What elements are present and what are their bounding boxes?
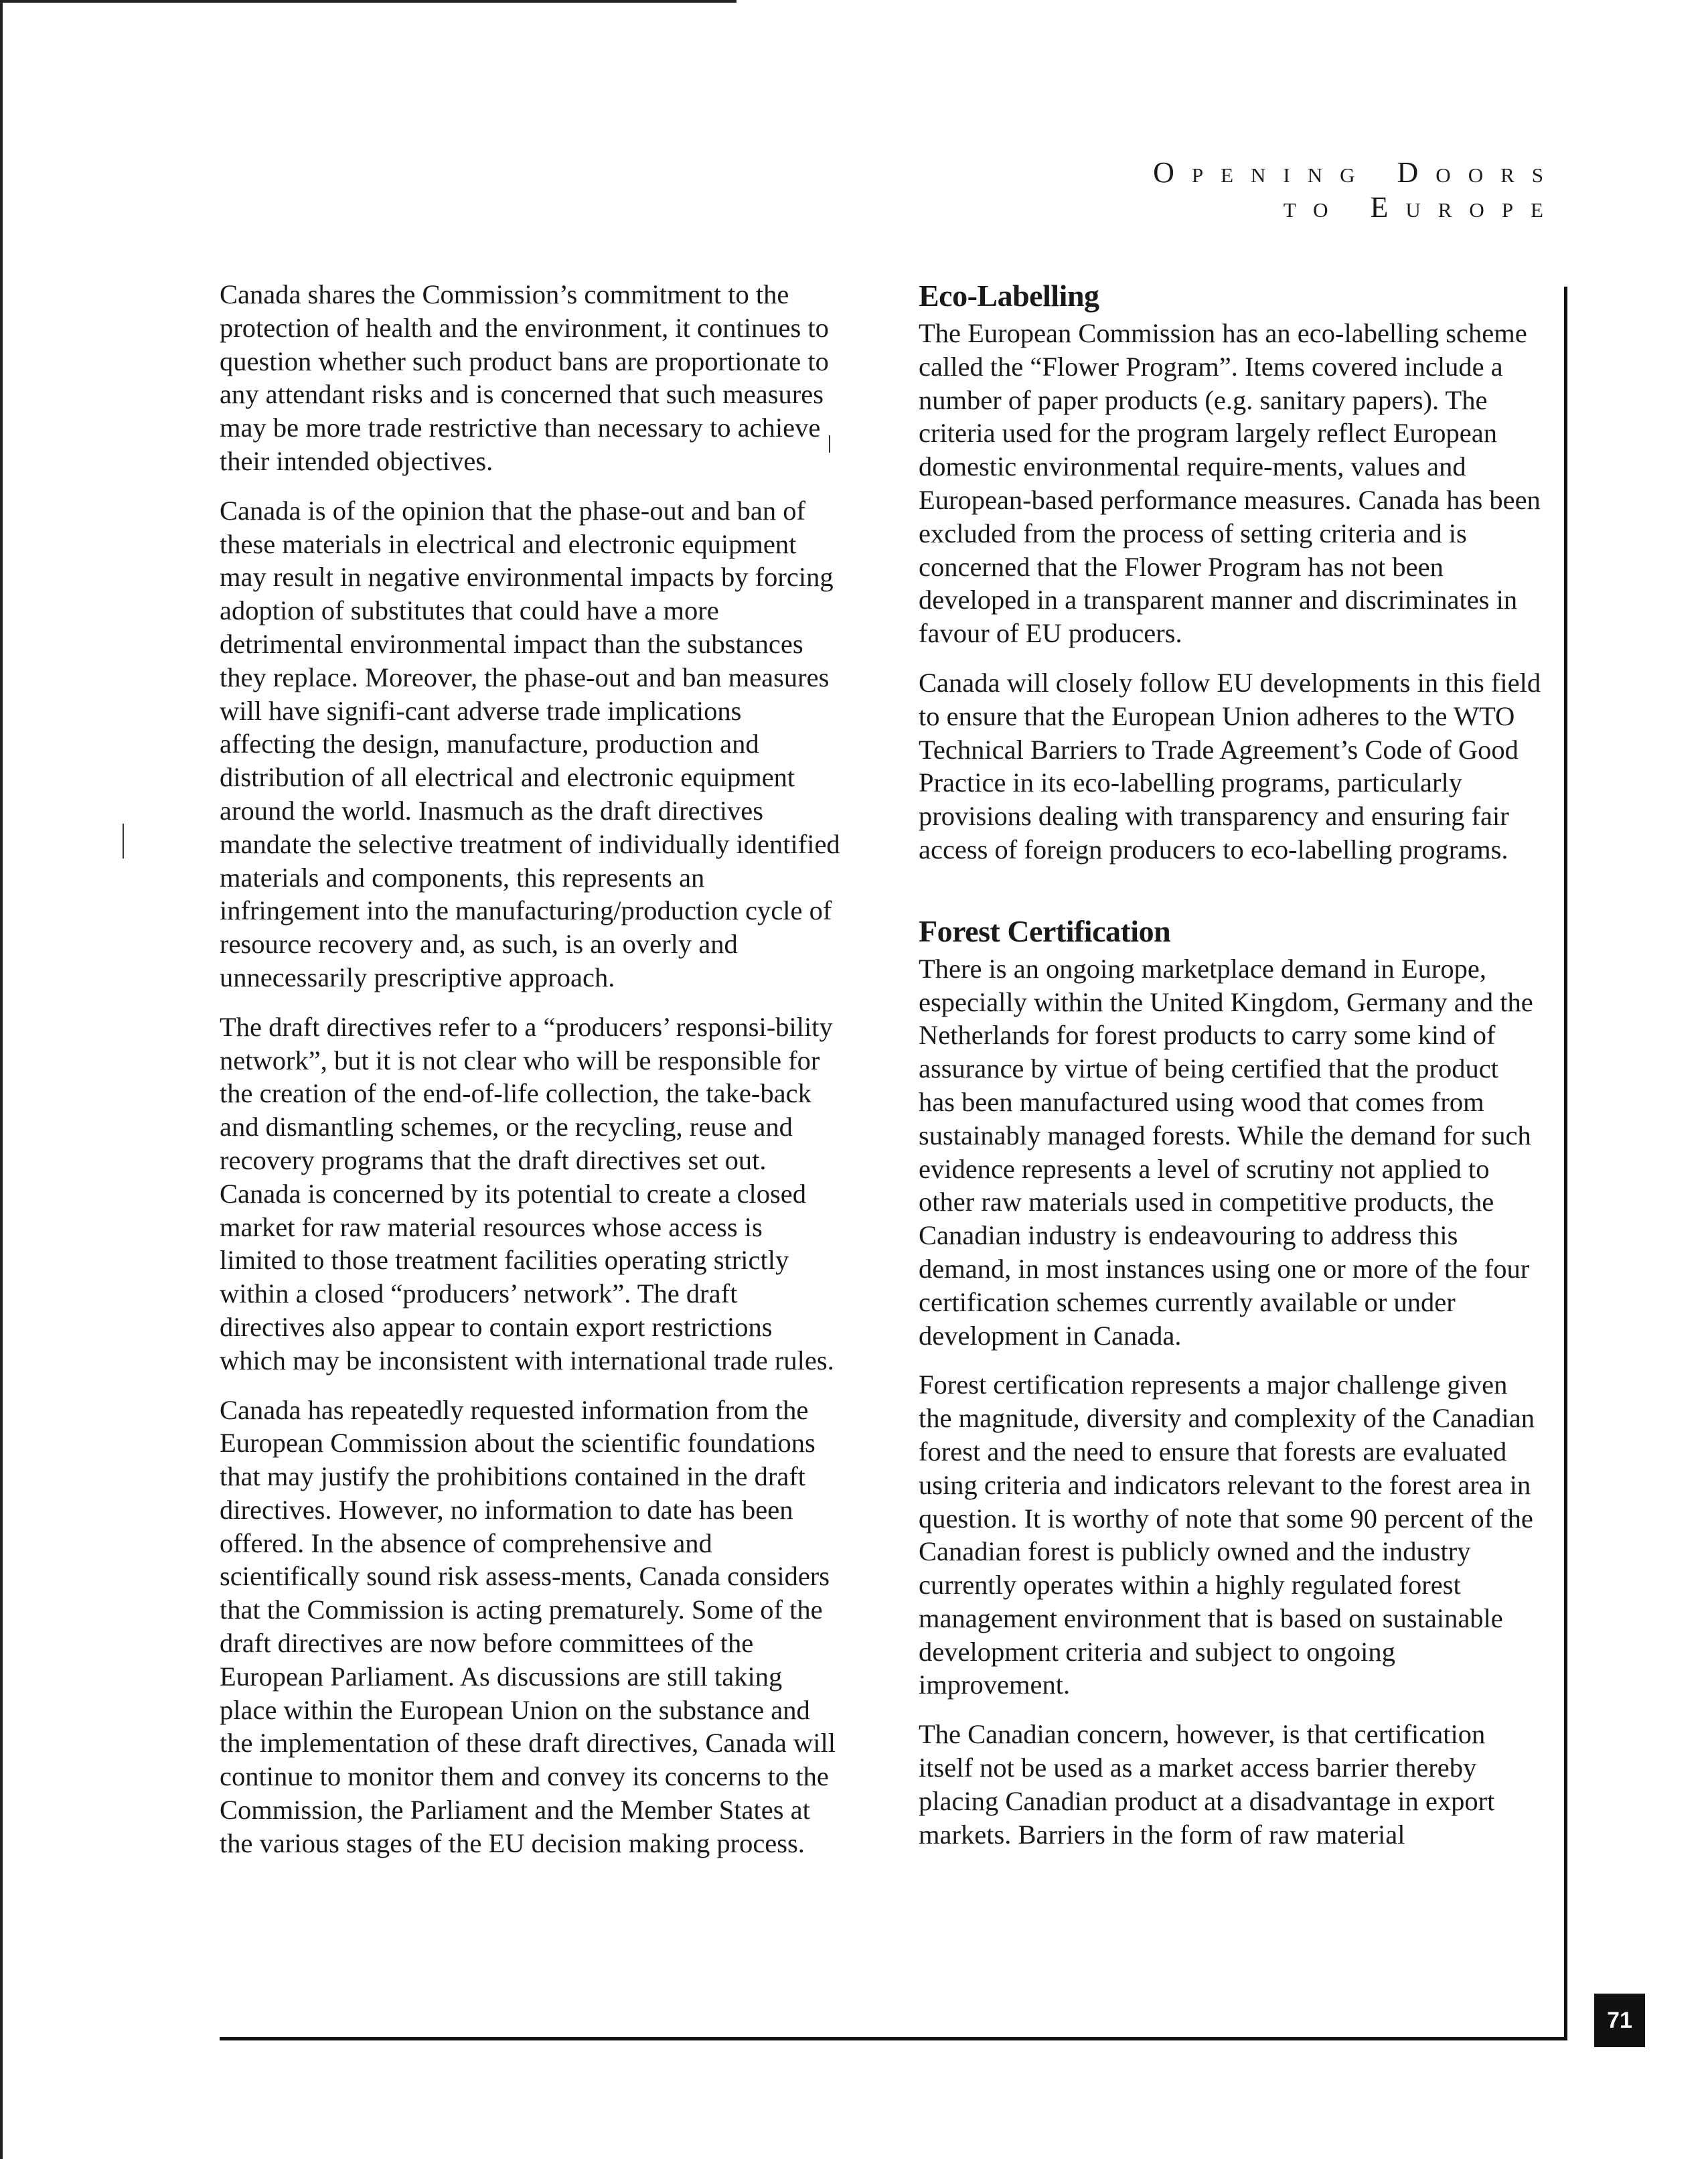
left-paragraph-2: Canada is of the opinion that the phase-out and ban of these materials in electrical and electronic equipment may result in negative environmental impacts by forcing adoption of substitutes that could have a more detrimental environmental impact than the substances they replace. Moreover, the phase-out and ban measures will have signifi-cant adverse trade implications affecting the design, manufacture, production and distribution of all electrical and electronic equipment around the world. Inasmuch as the draft directives mandate the selective treatment of individually identified materials and components, this represents an infringement into the manufacturing/production cycle of resource recovery and, as such, is an overly and unnecessarily prescriptive approach. (220, 495, 840, 992)
right-vertical-rule (1564, 287, 1567, 2040)
left-paragraph-3: The draft directives refer to a “producers’ responsi-bility network”, but it is not clear who will be responsible for the creation of the end-of-life collection, the take-back and dismantling schemes, or the recycling, reuse and recovery programs that the draft directives set out. Canada is concerned by its potential to create a closed market for raw material resources whose access is limited to those treatment facilities operating strictly within a closed “producers’ network”. The draft directives also appear to contain export restrictions which may be inconsistent with international trade rules. (220, 1011, 834, 1375)
top-border-rule (0, 0, 736, 3)
left-column (220, 278, 842, 1876)
running-head-line-2: to Europe (1283, 191, 1561, 224)
running-head-line-1: Opening Doors (1153, 156, 1561, 189)
forest-certification-paragraph-3: The Canadian concern, however, is that certification itself not be used as a market access barrier thereby placing Canadian product at a disadvantage in export markets. Barriers in the form of raw material (919, 1719, 1495, 1850)
forest-certification-heading: Forest Certification (919, 913, 1171, 948)
left-paragraph-4: Canada has repeatedly requested information from the European Commission about the scientific foundations that may justify the prohibitions contained in the draft directives. However, no information to date has been offered. In the absence of comprehensive and scientifically sound risk assess-ments, Canada considers that the Commission is acting prematurely. Some of the draft directives are now before committees of the European Parliament. As discussions are still taking place within the European Union on the substance and the implementation of these draft directives, Canada will continue to monitor them and convey its concerns to the Commission, the Parliament and the Member States at the various stages of the EU decision making process. (220, 1394, 836, 1858)
right-column (919, 278, 1541, 1867)
eco-labelling-heading: Eco-Labelling (919, 279, 1099, 313)
left-paragraph-1: Canada shares the Commission’s commitment to the protection of health and the environment, it continues to question whether such product bans are proportionate to any attendant risks and is concerned that such measures may be more trade restrictive than necessary to achieve their intended objectives. (220, 279, 829, 476)
forest-certification-paragraph-1: There is an ongoing marketplace demand in Europe, especially within the United Kingdom, Germany and the Netherlands for forest products to carry some kind of assurance by virtue of being certified that the product has been manufactured using wood that comes from sustainably managed forests. While the demand for such evidence represents a level of scrutiny not applied to other raw materials used in competitive products, the Canadian industry is endeavouring to address this demand, in most instances using one or more of the four certification schemes currently available or under development in Canada. (919, 953, 1533, 1351)
section-spacer (919, 883, 1541, 913)
eco-labelling-paragraph-2: Canada will closely follow EU developments in this field to ensure that the European Union adheres to the WTO Technical Barriers to Trade Agreement’s Code of Good Practice in its eco-labelling programs, particularly provisions dealing with transparency and ensuring fair access of foreign producers to eco-labelling programs. (919, 667, 1541, 865)
page-number: 71 (1594, 1994, 1645, 2047)
forest-certification-paragraph-2: Forest certification represents a major challenge given the magnitude, diversity and complexity of the Canadian forest and the need to ensure that forests are evaluated using criteria and indicators relevant to the forest area in question. It is worthy of note that some 90 percent of the Canadian forest is publicly owned and the industry currently operates within a highly regulated forest management environment that is based on sustainable development criteria and subject to ongoing improvement. (919, 1369, 1535, 1700)
eco-labelling-paragraph-1: The European Commission has an eco-labelling scheme called the “Flower Program”. Items covered include a number of paper products (e.g. sanitary papers). The criteria used for the program largely reflect European domestic environmental require-ments, values and European-based performance measures. Canada has been excluded from the process of setting criteria and is concerned that the Flower Program has not been developed in a transparent manner and discriminates in favour of EU producers. (919, 318, 1541, 649)
bottom-horizontal-rule (220, 2037, 1567, 2040)
margin-mark (123, 824, 124, 859)
margin-mark (829, 435, 830, 453)
left-border-rule (0, 0, 3, 2159)
running-head (1153, 155, 1561, 225)
